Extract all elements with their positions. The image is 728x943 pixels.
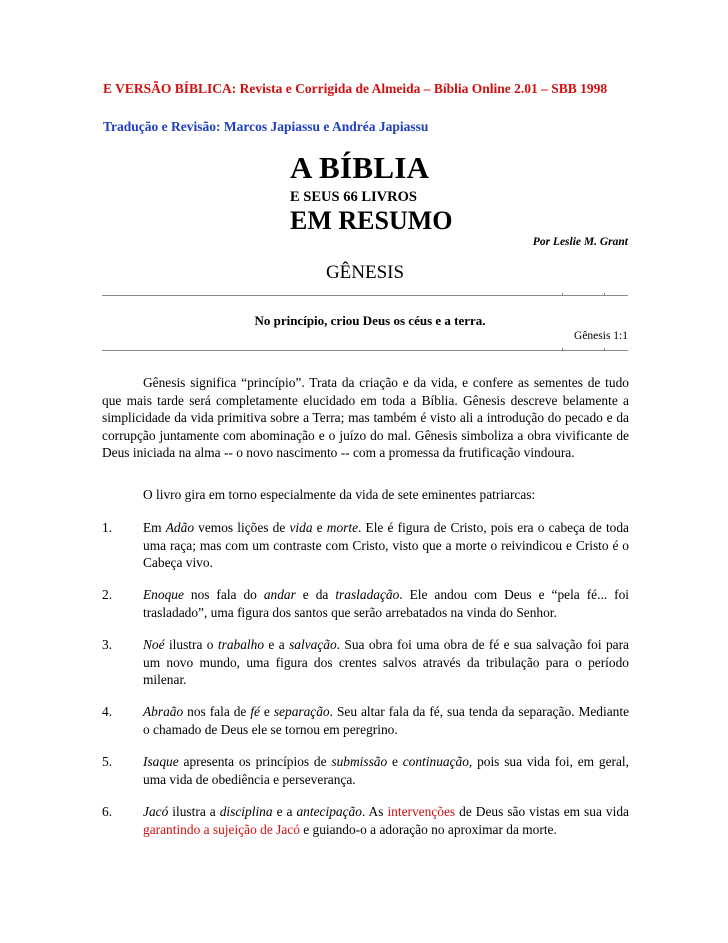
list-item xyxy=(102,803,629,838)
divider-tick xyxy=(562,293,563,296)
patriarch-name: Abraão xyxy=(143,704,184,719)
list-item xyxy=(102,703,629,738)
item-text: Abraão nos fala de fé e separação. Seu altar fala da fé, sua tenda da separação. Mediante o chamado de Deus ele se tornou em peregrino. xyxy=(143,704,630,737)
keyword: andar xyxy=(263,587,296,602)
keyword: separação xyxy=(273,704,330,719)
title-block xyxy=(290,150,453,236)
item-text: Enoque nos fala do andar e da trasladação. Ele andou com Deus e “pela fé... foi trasladado”, uma figura dos santos que serão arrebatados na vinda do Senhor. xyxy=(143,587,630,620)
item-number: 4. xyxy=(102,704,113,719)
patriarch-name: Enoque xyxy=(143,587,184,602)
item-number: 1. xyxy=(102,520,113,535)
patriarch-name: Isaque xyxy=(143,754,179,769)
divider-tick xyxy=(604,293,605,296)
verse-reference: Gênesis 1:1 xyxy=(574,330,628,342)
epigraph-verse xyxy=(0,313,728,329)
page-title: A BÍBLIA xyxy=(290,150,430,185)
keyword: vida xyxy=(289,520,313,535)
item-text: Jacó ilustra a disciplina e a antecipação. As intervenções de Deus são vistas em sua vida garantindo a sujeição de Jacó e guiando-o a adoração no aproximar da morte. xyxy=(143,804,629,837)
keyword: submissão xyxy=(331,754,388,769)
item-text: Noé ilustra o trabalho e a salvação. Sua obra foi uma obra de fé e sua salvação foi para um novo mundo, uma figura dos crentes salvos através da tribulação para o período milenar. xyxy=(143,637,630,687)
item-number: 3. xyxy=(102,637,113,652)
verse-text: No princípio, criou Deus os céus e a terra. xyxy=(254,313,486,328)
patriarch-name: Adão xyxy=(165,520,195,535)
patriarchs-intro: O livro gira em torno especialmente da vida de sete eminentes patriarcas: xyxy=(143,487,536,502)
keyword: disciplina xyxy=(219,804,273,819)
item-number: 5. xyxy=(102,754,113,769)
keyword: antecipação xyxy=(296,804,362,819)
divider-tick xyxy=(562,348,563,351)
keyword: morte xyxy=(326,520,359,535)
keyword: trabalho xyxy=(217,637,265,652)
highlighted-text: garantindo a sujeição de Jacó xyxy=(143,821,300,837)
edition-line: E VERSÃO BÍBLICA: Revista e Corrigida de Almeida – Bíblia Online 2.01 – SBB 1998 xyxy=(103,81,608,96)
divider-top xyxy=(102,295,628,296)
list-item xyxy=(102,586,629,621)
item-text: Isaque apresenta os princípios de submissão e continuação, pois sua vida foi, em geral, uma vida de obediência e perseverança. xyxy=(143,754,629,787)
item-number: 2. xyxy=(102,587,113,602)
patriarch-name: Jacó xyxy=(143,804,169,819)
keyword: fé xyxy=(250,704,260,719)
item-text: Em Adão vemos lições de vida e morte. Ele é figura de Cristo, pois era o cabeça de toda uma raça; mas com um contraste com Cristo, visto que a morte o reivindicou e Cristo é o Cabeça vivo. xyxy=(143,520,629,570)
keyword: salvação xyxy=(289,637,337,652)
patriarch-name: Noé xyxy=(143,637,165,652)
list-item xyxy=(102,636,629,689)
divider-bottom xyxy=(102,350,628,351)
book-name: GÊNESIS xyxy=(325,262,405,283)
author-credit: Por Leslie M. Grant xyxy=(532,236,628,248)
page-title-2: EM RESUMO xyxy=(290,206,453,235)
divider-tick xyxy=(604,348,605,351)
keyword: trasladação xyxy=(335,587,400,602)
item-number: 6. xyxy=(102,804,113,819)
list-item xyxy=(102,519,629,572)
highlighted-text: intervenções xyxy=(387,804,456,819)
list-item xyxy=(102,753,629,788)
book-heading xyxy=(0,262,728,284)
page-subtitle: E SEUS 66 LIVROS xyxy=(290,189,417,205)
intro-paragraph: Gênesis significa “princípio”. Trata da criação e da vida, e confere as sementes de tudo que mais tarde será completamente elucidado em toda a Bíblia. Gênesis descreve belamente a simplicidade da vida primitiva sobre a Terra; mas também é visto ali a introdução do pecado e da corrupção juntamente com abominação e o juízo do mal. Gênesis simboliza a obra vivificante de Deus iniciada na alma -- o novo nascimento -- com a promessa da frutificação vindoura. xyxy=(102,375,629,460)
keyword: continuação xyxy=(402,754,469,769)
translation-line: Tradução e Revisão: Marcos Japiassu e Andréa Japiassu xyxy=(103,119,429,134)
